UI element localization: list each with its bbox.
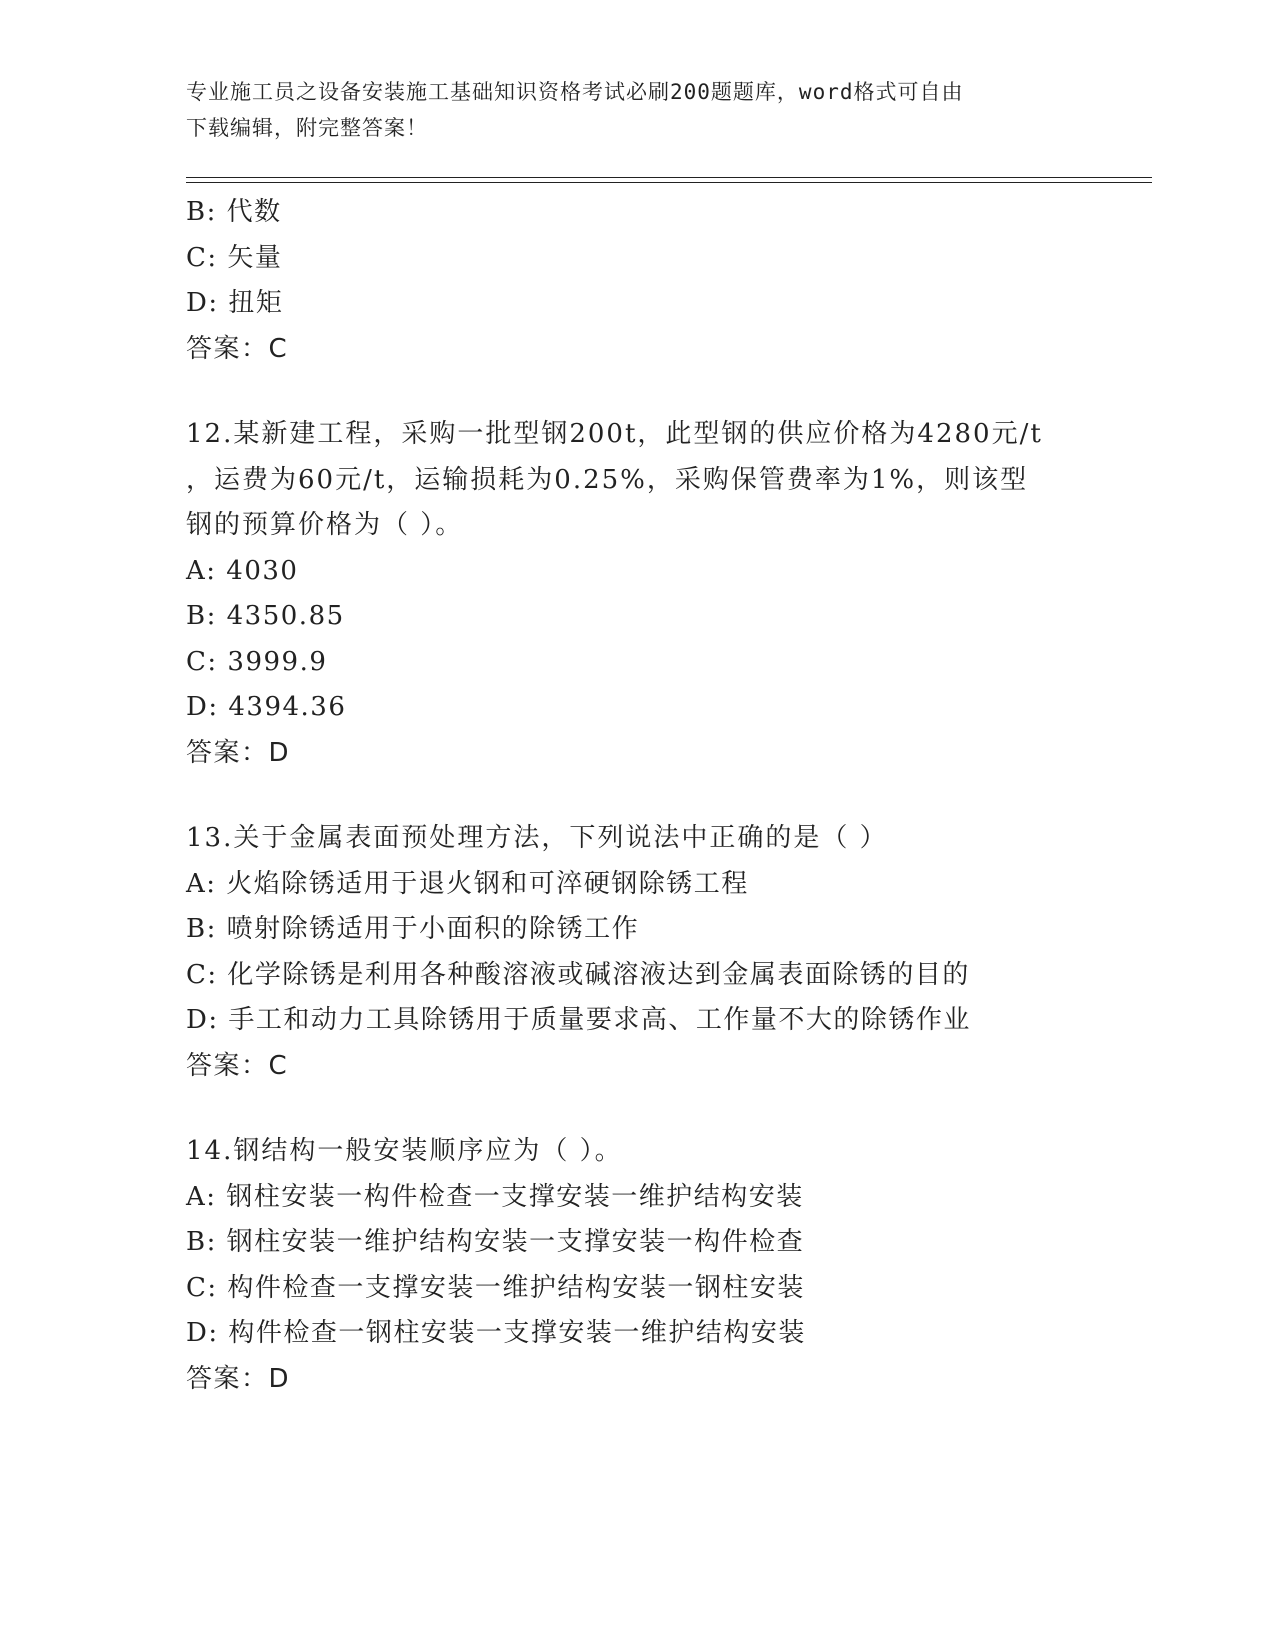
answer-line: 答案：C bbox=[186, 1050, 289, 1081]
question-partial bbox=[186, 190, 1152, 372]
question-stem-line: 13.关于金属表面预处理方法，下列说法中正确的是（ ） bbox=[186, 823, 888, 853]
question-stem-line: 12.某新建工程，采购一批型钢200t，此型钢的供应价格为4280元/t bbox=[186, 419, 1043, 449]
question-13 bbox=[186, 816, 1152, 1089]
answer-line: 答案：D bbox=[186, 737, 291, 768]
header-line-1: 专业施工员之设备安装施工基础知识资格考试必刷200题题库，word格式可自由 bbox=[186, 80, 964, 104]
question-gap bbox=[186, 372, 1152, 412]
document-header bbox=[186, 74, 1066, 146]
question-stem-line: 钢的预算价格为（ ）。 bbox=[186, 510, 464, 540]
option-d: D: 构件检查一钢柱安装一支撑安装一维护结构安装 bbox=[186, 1318, 806, 1348]
answer-line: 答案：D bbox=[186, 1363, 291, 1394]
option-a: A: 4030 bbox=[186, 555, 299, 586]
option-b: B: 代数 bbox=[186, 197, 282, 227]
option-c: C: 构件检查一支撑安装一维护结构安装一钢柱安装 bbox=[186, 1272, 805, 1303]
option-d: D: 4394.36 bbox=[186, 692, 347, 722]
option-a: A: 钢柱安装一构件检查一支撑安装一维护结构安装 bbox=[186, 1181, 804, 1212]
option-d: D: 手工和动力工具除锈用于质量要求高、工作量不大的除锈作业 bbox=[186, 1005, 971, 1035]
question-gap bbox=[186, 1089, 1152, 1129]
option-b: B: 钢柱安装一维护结构安装一支撑安装一构件检查 bbox=[186, 1227, 805, 1257]
answer-line: 答案：C bbox=[186, 333, 289, 364]
option-d: D: 扭矩 bbox=[186, 288, 284, 318]
option-b: B: 喷射除锈适用于小面积的除锈工作 bbox=[186, 914, 640, 944]
question-12 bbox=[186, 412, 1152, 776]
question-gap bbox=[186, 776, 1152, 816]
question-14 bbox=[186, 1129, 1152, 1402]
option-c: C: 矢量 bbox=[186, 242, 283, 273]
question-stem-line: 14.钢结构一般安装顺序应为（ ）。 bbox=[186, 1136, 623, 1166]
header-rule-bottom bbox=[186, 182, 1152, 183]
question-list bbox=[186, 190, 1152, 1402]
option-c: C: 3999.9 bbox=[186, 646, 328, 677]
option-b: B: 4350.85 bbox=[186, 601, 345, 631]
header-line-2: 下载编辑，附完整答案！ bbox=[186, 116, 428, 140]
question-stem-line: ，运费为60元/t，运输损耗为0.25%，采购保管费率为1%，则该型 bbox=[186, 464, 1029, 495]
header-rule-top bbox=[186, 177, 1152, 178]
option-c: C: 化学除锈是利用各种酸溶液或碱溶液达到金属表面除锈的目的 bbox=[186, 959, 970, 990]
option-a: A: 火焰除锈适用于退火钢和可淬硬钢除锈工程 bbox=[186, 868, 749, 899]
